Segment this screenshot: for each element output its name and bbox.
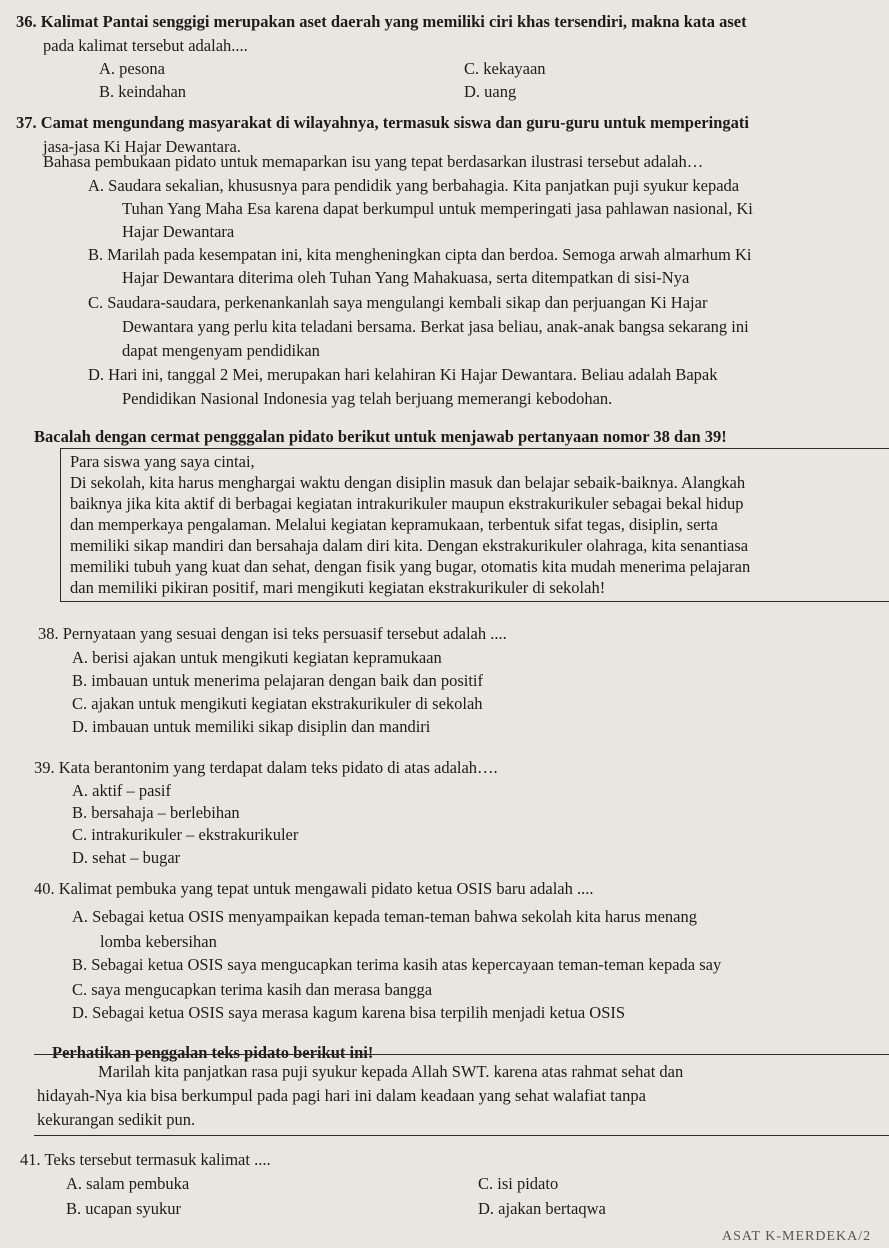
- q40-option-c: C. saya mengucapkan terima kasih dan merasa bangga: [72, 980, 433, 999]
- q39-option-a: A. aktif – pasif: [72, 781, 171, 800]
- passage1-line: memiliki sikap mandiri dan bersahaja dalam diri kita. Dengan ekstrakurikuler olahraga, kita senantiasa: [70, 536, 749, 555]
- q37-option-c-line3: dapat mengenyam pendidikan: [122, 341, 320, 360]
- q38-option-a: A. berisi ajakan untuk mengikuti kegiatan kepramukaan: [72, 648, 442, 667]
- q38-option-d: D. imbauan untuk memiliki sikap disiplin dan mandiri: [72, 717, 431, 736]
- q37-option-a-line2: Tuhan Yang Maha Esa karena dapat berkumpul untuk memperingati jasa pahlawan nasional, Ki: [122, 199, 753, 218]
- passage1-line: memiliki tubuh yang kuat dan sehat, dengan fisik yang bugar, otomatis kita mudah menerima pelajaran: [70, 557, 751, 576]
- passage1-line: baiknya jika kita aktif di berbagai kegiatan intrakurikuler maupun ekstrakurikuler sebagai bekal hidup: [70, 494, 744, 513]
- q37-stem-line1: 37. Camat mengundang masyarakat di wilayahnya, termasuk siswa dan guru-guru untuk memperingati: [16, 113, 749, 132]
- q39-option-b: B. bersahaja – berlebihan: [72, 803, 240, 822]
- q39-option-d: D. sehat – bugar: [72, 848, 181, 867]
- passage2-line: hidayah-Nya kia bisa berkumpul pada pagi hari ini dalam keadaan yang sehat walafiat tanpa: [37, 1086, 646, 1105]
- q36-stem-line2: pada kalimat tersebut adalah....: [43, 36, 248, 55]
- q37-option-c-line1: C. Saudara-saudara, perkenankanlah saya mengulangi kembali sikap dan perjuangan Ki Hajar: [88, 293, 708, 312]
- passage1-line: dan memiliki pikiran positif, mari mengikuti kegiatan ekstrakurikuler di sekolah!: [70, 578, 606, 597]
- q40-option-a-line2: lomba kebersihan: [100, 932, 217, 951]
- passage2-heading: Perhatikan penggalan teks pidato berikut ini!: [52, 1043, 374, 1062]
- q40-stem: 40. Kalimat pembuka yang tepat untuk mengawali pidato ketua OSIS baru adalah ....: [34, 879, 594, 898]
- q37-stem-line2: jasa-jasa Ki Hajar Dewantara.: [43, 137, 241, 156]
- passage1-heading: Bacalah dengan cermat pengggalan pidato berikut untuk menjawab pertanyaan nomor 38 dan 39!: [34, 427, 727, 446]
- passage1-line: dan memperkaya pengalaman. Melalui kegiatan kepramukaan, terbentuk sifat tegas, disiplin, serta: [70, 515, 718, 534]
- q37-option-d-line2: Pendidikan Nasional Indonesia yag telah berjuang memerangi kebodohan.: [122, 389, 613, 408]
- footer-code: ASAT K-MERDEKA/2: [722, 1229, 872, 1244]
- q36-stem-line1: 36. Kalimat Pantai senggigi merupakan aset daerah yang memiliki ciri khas tersendiri, makna kata aset: [16, 12, 747, 31]
- q37-option-a-line3: Hajar Dewantara: [122, 222, 235, 241]
- q41-option-a: A. salam pembuka: [66, 1174, 190, 1193]
- q41-option-d: D. ajakan bertaqwa: [478, 1199, 606, 1218]
- passage1-line: Di sekolah, kita harus menghargai waktu dengan disiplin masuk dan belajar sebaik-baiknya. Alangkah: [70, 473, 746, 492]
- q37-option-b-line1: B. Marilah pada kesempatan ini, kita mengheningkan cipta dan berdoa. Semoga arwah almarhum Ki: [88, 245, 752, 264]
- q40-option-b: B. Sebagai ketua OSIS saya mengucapkan terima kasih atas kepercayaan teman-teman kepada say: [72, 955, 722, 974]
- q36-option-d: D. uang: [464, 82, 517, 101]
- q39-option-c: C. intrakurikuler – ekstrakurikuler: [72, 825, 299, 844]
- q37-stem-line3: Bahasa pembukaan pidato untuk memaparkan isu yang tepat berdasarkan ilustrasi tersebut adalah…: [43, 152, 704, 171]
- q36-option-b: B. keindahan: [99, 82, 187, 101]
- q41-option-b: B. ucapan syukur: [66, 1199, 182, 1218]
- q38-option-c: C. ajakan untuk mengikuti kegiatan ekstrakurikuler di sekolah: [72, 694, 483, 713]
- passage2-line: kekurangan sedikit pun.: [37, 1110, 196, 1129]
- q38-option-b: B. imbauan untuk menerima pelajaran dengan baik dan positif: [72, 671, 484, 690]
- q41-stem: 41. Teks tersebut termasuk kalimat ....: [20, 1150, 271, 1169]
- q39-stem: 39. Kata berantonim yang terdapat dalam teks pidato di atas adalah….: [34, 758, 498, 777]
- q37-option-c-line2: Dewantara yang perlu kita teladani bersama. Berkat jasa beliau, anak-anak bangsa sekarang ini: [122, 317, 749, 336]
- passage2-line: Marilah kita panjatkan rasa puji syukur kepada Allah SWT. karena atas rahmat sehat dan: [98, 1062, 684, 1081]
- q36-option-a: A. pesona: [99, 59, 165, 78]
- q36-option-c: C. kekayaan: [464, 59, 546, 78]
- q37-option-d-line1: D. Hari ini, tanggal 2 Mei, merupakan hari kelahiran Ki Hajar Dewantara. Beliau adalah Bapak: [88, 365, 718, 384]
- q37-option-a-line1: A. Saudara sekalian, khususnya para pendidik yang berbahagia. Kita panjatkan puji syukur kepada: [88, 176, 740, 195]
- q37-option-b-line2: Hajar Dewantara diterima oleh Tuhan Yang Mahakuasa, serta ditempatkan di sisi-Nya: [122, 268, 690, 287]
- q40-option-d: D. Sebagai ketua OSIS saya merasa kagum karena bisa terpilih menjadi ketua OSIS: [72, 1003, 626, 1022]
- q40-option-a-line1: A. Sebagai ketua OSIS menyampaikan kepada teman-teman bahwa sekolah kita harus menang: [72, 907, 697, 926]
- passage1-line: Para siswa yang saya cintai,: [70, 452, 255, 471]
- q38-stem: 38. Pernyataan yang sesuai dengan isi teks persuasif tersebut adalah ....: [38, 624, 507, 643]
- q41-option-c: C. isi pidato: [478, 1174, 559, 1193]
